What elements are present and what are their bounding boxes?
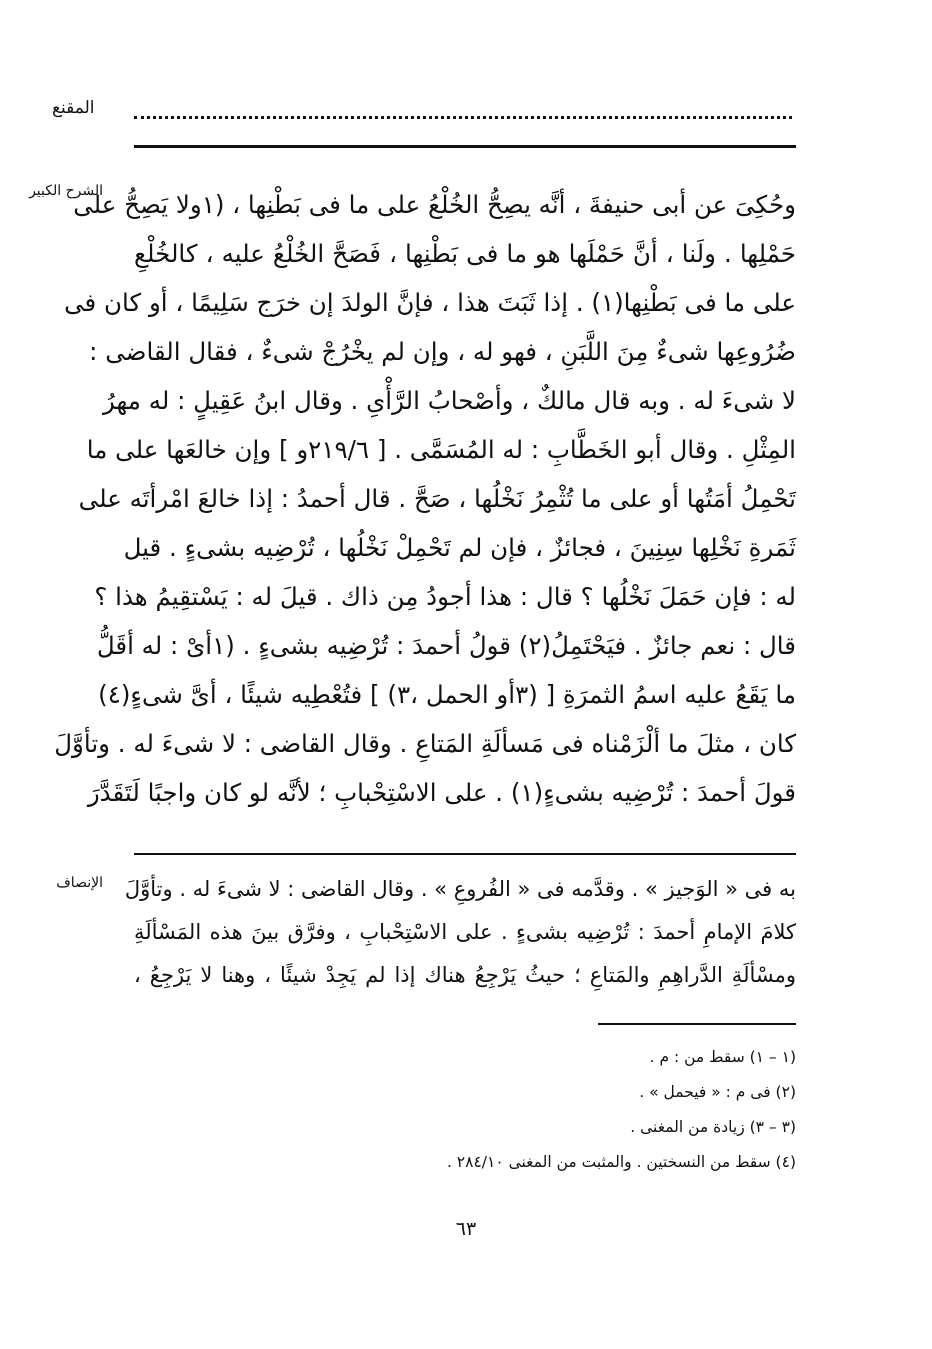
main-line: ضُرُوعِها شىءٌ مِنَ اللَّبَنِ ، فهو له ، وإن لم يخْرُجْ شىءٌ ، فقال القاضى : bbox=[89, 337, 796, 366]
section-label-sharh: الشرح الكبير bbox=[29, 183, 103, 199]
footnote: (١ – ١) سقط من : م . bbox=[649, 1048, 796, 1066]
main-line: على ما فى بَطْنِها(١) . إذا ثَبَتَ هذا ، فإنَّ الولدَ إن خرَج سَلِيمًا ، أو كان فى bbox=[64, 288, 796, 317]
section-label-insaf: الإنصاف bbox=[56, 875, 103, 891]
footnotes-block bbox=[134, 1040, 796, 1180]
main-line: وحُكِىَ عن أبى حنيفةَ ، أنَّه يصِحُّ الخُلْعُ على ما فى بَطْنِها ، (١ولا يَصِحُّ على bbox=[73, 190, 796, 219]
header-rule bbox=[134, 145, 796, 148]
footnote-rule bbox=[598, 1023, 796, 1025]
footnote: (٤) سقط من النسختين . والمثبت من المغنى ٢٨٤/١٠ . bbox=[446, 1153, 796, 1171]
main-line: قولَ أحمدَ : تُرْضِيه بشىءٍ(١) . على الاسْتِحْبابِ ؛ لأنَّه لو كان واجبًا لَتَقَدَّرَ bbox=[87, 778, 796, 807]
page-number: ٦٣ bbox=[455, 1218, 477, 1240]
main-line: له : فإن حَمَلَ نَخْلُها ؟ قال : هذا أجودُ مِن ذاك . قيلَ له : يَسْتقِيمُ هذا ؟ bbox=[94, 582, 796, 611]
footnote: (٢) فى م : « فيحمل » . bbox=[639, 1083, 796, 1101]
main-line: كان ، مثلَ ما ألْزَمْناه فى مَسألَةِ المَتاعِ . وقال القاضى : لا شىءَ له . وتأوَّلَ bbox=[54, 729, 796, 758]
header-dotted-line bbox=[134, 116, 792, 119]
insaf-line: به فى « الوَجيز » . وقدَّمه فى « الفُروعِ » . وقال القاضى : لا شىءَ له . وتأوَّلَ bbox=[124, 877, 796, 901]
insaf-text-block bbox=[124, 868, 796, 997]
footnote: (٣ – ٣) زيادة من المغنى . bbox=[630, 1118, 796, 1136]
insaf-line: ومسْألَةِ الدَّراهِمِ والمَتاعِ ؛ حيثُ يَرْجِعُ هناك إذا لم يَجِدْ شيئًا ، وهنا لا يَرْجِعُ ، bbox=[134, 963, 796, 987]
main-line: المِثْلِ . وقال أبو الخَطَّابِ : له المُسَمَّى . [ ٢١٩/٦و ] وإن خالعَها على ما bbox=[86, 435, 796, 464]
main-line: تَحْمِلُ أمَتُها أو على ما تُثْمِرُ نَخْلُها ، صَحَّ . قال أحمدُ : إذا خالعَ امْرأتَه على bbox=[78, 484, 796, 513]
main-line: حَمْلِها . ولَنا ، أنَّ حَمْلَها هو ما فى بَطْنِها ، فَصَحَّ الخُلْعُ عليه ، كالخُلْعِ bbox=[134, 239, 796, 268]
section-divider bbox=[134, 853, 796, 855]
main-line: قال : نعم جائزٌ . فيَحْتَمِلُ(٢) قولُ أحمدَ : تُرْضِيه بشىءٍ . (١أىْ : له أقَلُّ bbox=[96, 631, 796, 660]
main-line: ما يَقَعُ عليه اسمُ الثمرَةِ [ (٣أو الحمل ،٣) ] فتُعْطِيه شيئًا ، أىَّ شىءٍ(٤) bbox=[98, 680, 796, 709]
main-line: ثَمَرةِ نَخْلِها سِنِينَ ، فجائزٌ ، فإن لم تَحْمِلْ نَخْلُها ، تُرْضِيه بشىءٍ . قيل bbox=[123, 533, 796, 562]
insaf-line: كلامَ الإمامِ أحمدَ : تُرْضِيه بشىءٍ . على الاسْتِحْبابِ ، وفرَّق بينَ هذه المَسْألَةِ bbox=[134, 920, 796, 944]
main-line: لا شىءَ له . وبه قال مالكٌ ، وأصْحابُ الرَّأْىِ . وقال ابنُ عَقِيلٍ : له مهرُ bbox=[103, 386, 796, 415]
book-title: المقنع bbox=[52, 98, 95, 118]
